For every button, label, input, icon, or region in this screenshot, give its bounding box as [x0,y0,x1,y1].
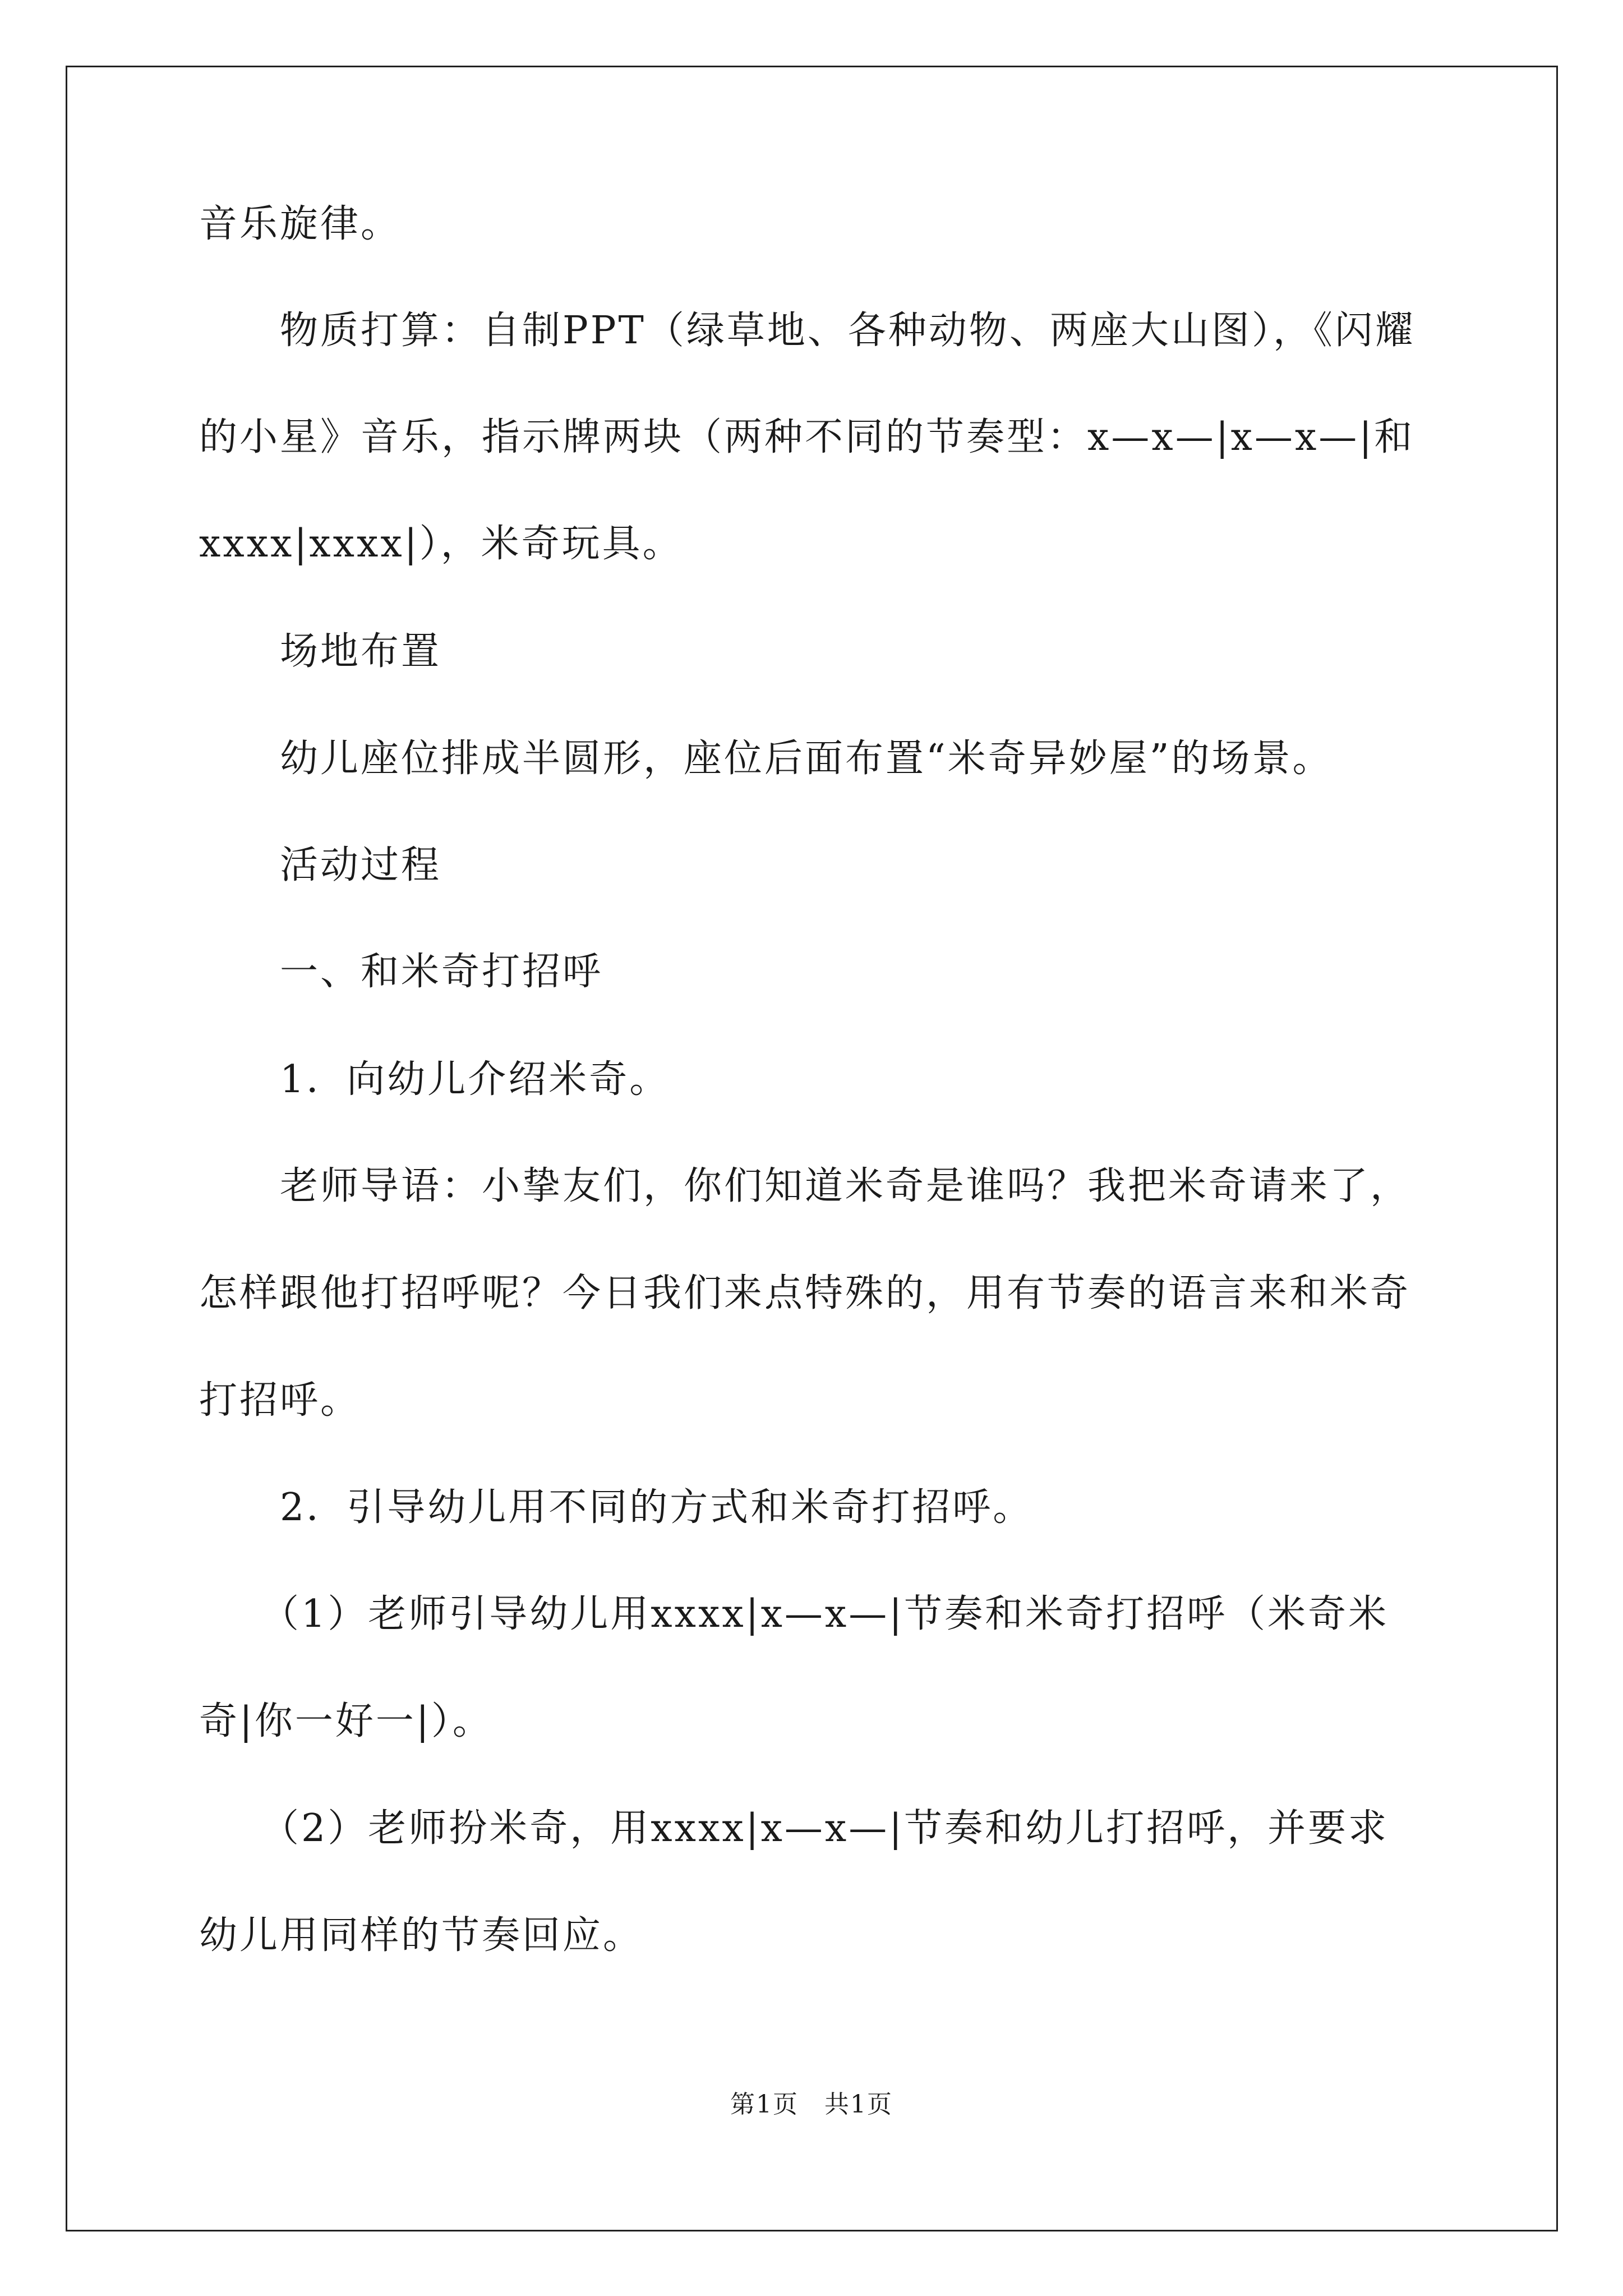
section-heading: 活动过程 [199,843,442,887]
text-line: 物质打算：自制PPT（绿草地、各种动物、两座大山图），《闪耀 [199,309,1415,353]
text-line: 奇|你一好一|）。 [199,1699,493,1743]
text-line: 幼儿用同样的节奏回应。 [199,1913,644,1958]
text-line: xxxx|xxxx|），米奇玩具。 [199,522,683,566]
text-line: 怎样跟他打招呼呢？今日我们来点特殊的，用有节奏的语言来和米奇 [199,1271,1411,1315]
text-line: （1）老师引导幼儿用xxxx|x—x—|节奏和米奇打招呼（米奇米 [199,1592,1389,1636]
text-line: 老师导语：小挚友们，你们知道米奇是谁吗？我把米奇请来了， [199,1164,1411,1208]
text-line: 音乐旋律。 [199,202,402,246]
page-border [66,66,1558,2231]
page-footer: 第1页 共1页 [730,2090,893,2119]
text-line: 打招呼。 [199,1378,361,1423]
text-line: 2．引导幼儿用不同的方式和米奇打招呼。 [199,1485,1034,1530]
text-line: （2）老师扮米奇，用xxxx|x—x—|节奏和幼儿打招呼，并要求 [199,1806,1389,1851]
text-line: 的小星》音乐，指示牌两块（两种不同的节奏型：x—x—|x—x—|和 [199,415,1415,459]
section-heading: 一、和米奇打招呼 [199,950,603,994]
text-line: 幼儿座位排成半圆形，座位后面布置“米奇异妙屋”的场景。 [199,737,1333,781]
section-heading: 场地布置 [199,629,442,674]
text-line: 1．向幼儿介绍米奇。 [199,1057,670,1102]
